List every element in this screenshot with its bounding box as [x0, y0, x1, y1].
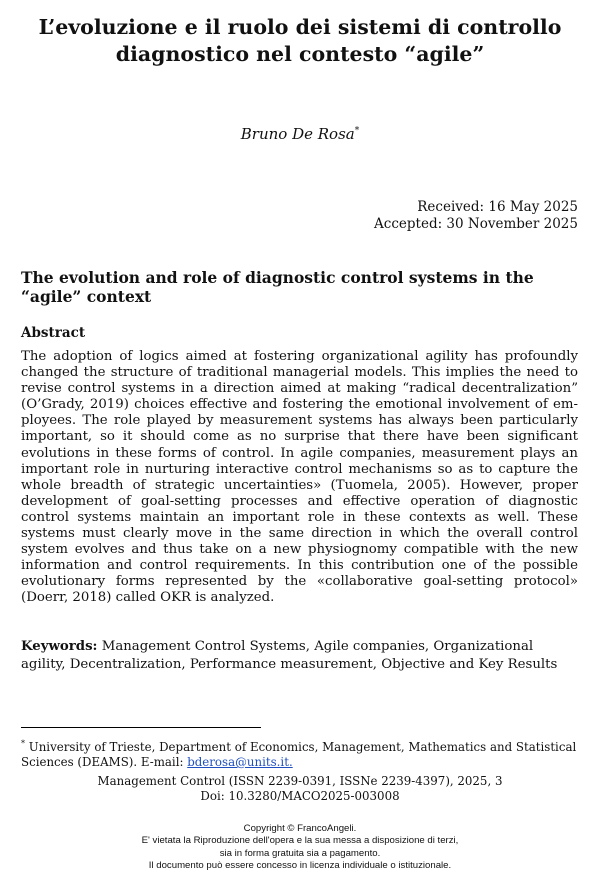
- author-footnote-mark: *: [354, 126, 360, 136]
- author-name: Bruno De Rosa: [240, 125, 355, 143]
- abstract-text: The adoption of logics aimed at fostering organizational agility has profoundly changed the structure of traditional managerial models. This implies the need to revise control systems in a direction aimed at making “radical decentralization” (O’Grady, 2019) choices effective and fostering the emotional involvement of employees. The role played by measurement systems has always been particularly important, so it should come as no surprise that there have been significant evolutions in these forms of control. In agile companies, measurement plays an important role in nurturing interactive control mechanisms so as to capture the whole breadth of strategic uncertainties» (Tuomela, 2005). However, proper development of goal-setting processes and effective operation of diagnostic control systems maintain an important role in these contexts as well. These systems must clearly move in the same direction in which the overall control system evolves and thus take on a new physiognomy compatible with the new information and control requirements. In this contribution one of the possible evolutionary forms represented by the «collaborative goal-setting protocol» (Doerr, 2018) called OKR is analyzed.: [21, 349, 578, 606]
- footnote-mark: *: [21, 739, 25, 748]
- keywords-label: Keywords:: [21, 639, 98, 654]
- footnote-divider: [21, 727, 261, 728]
- author: [0, 125, 600, 143]
- journal-citation: Management Control (ISSN 2239-0391, ISSNe 2239-4397), 2025, 3: [97, 774, 503, 788]
- journal-info: [0, 774, 600, 804]
- footnote-text: University of Trieste, Department of Economics, Management, Mathematics and Statistical Sciences (DEAMS). E-mail:: [21, 739, 577, 769]
- copyright-line-2: E' vietata la Riproduzione dell'opera e la sua messa a disposizione di terzi,: [141, 835, 459, 847]
- italian-title: [20, 14, 580, 68]
- copyright-notice: [0, 823, 600, 872]
- keywords-text: Management Control Systems, Agile companies, Organizational agility, Decentralization, Performance measurement, Objective and Key Results: [21, 639, 558, 672]
- received-date: Received: 16 May 2025: [417, 199, 578, 215]
- email-link[interactable]: bderosa@units.it.: [187, 754, 293, 769]
- copyright-line-3: sia in forma gratuita sia a pagamento.: [219, 847, 381, 859]
- copyright-line-1: Copyright © FrancoAngeli.: [243, 823, 357, 834]
- title-line-1: L’evoluzione e il ruolo dei sistemi di controllo: [38, 15, 562, 39]
- english-title: The evolution and role of diagnostic control systems in the “agile” context: [21, 268, 534, 306]
- copyright-line-4: Il documento può essere concesso in licenza individuale o istituzionale.: [148, 859, 452, 871]
- accepted-date: Accepted: 30 November 2025: [374, 216, 578, 232]
- title-line-2: diagnostico nel contesto “agile”: [115, 42, 485, 66]
- keywords: [21, 638, 581, 674]
- journal-doi: Doi: 10.3280/MACO2025-003008: [200, 789, 400, 803]
- author-footnote: [21, 736, 581, 770]
- submission-dates: [374, 199, 578, 233]
- abstract-heading: Abstract: [21, 325, 86, 341]
